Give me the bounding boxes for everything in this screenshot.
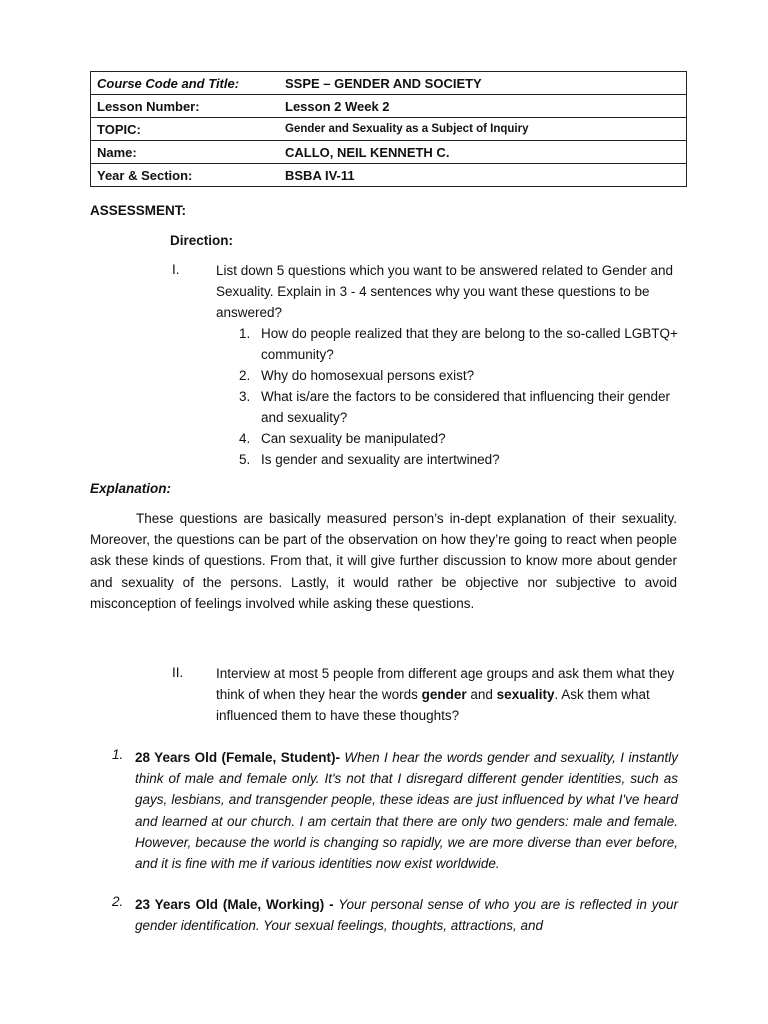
part2-text-b: . Ask them what influenced them to have these thoughts? — [216, 687, 650, 723]
respondent-label: 23 Years Old (Male, Working) - — [135, 897, 334, 912]
section-value: BSBA IV-11 — [279, 164, 687, 187]
section-row — [91, 164, 687, 187]
course-info-table — [90, 71, 687, 187]
course-value: SSPE – GENDER AND SOCIETY — [279, 72, 687, 95]
direction-heading: Direction: — [170, 233, 234, 248]
question-item — [239, 449, 679, 470]
course-label: Course Code and Title: — [91, 72, 280, 95]
name-row — [91, 141, 687, 164]
interview-response — [112, 894, 678, 936]
response-body — [135, 747, 678, 874]
part1-numeral: I. — [172, 262, 180, 277]
question-item — [239, 386, 679, 428]
response-number: 2. — [112, 894, 124, 909]
course-row — [91, 72, 687, 95]
question-text: What is/are the factors to be considered that influencing their gender and sexuality? — [261, 389, 670, 425]
question-text: Is gender and sexuality are intertwined? — [261, 452, 500, 467]
part2-text-a: Interview at most 5 people from different age groups and ask them what they think of when they hear the words — [216, 666, 675, 702]
assessment-heading: ASSESSMENT: — [90, 203, 187, 218]
question-text: Can sexuality be manipulated? — [261, 431, 446, 446]
question-number: 1. — [239, 326, 251, 341]
explanation-paragraph: These questions are basically measured person’s in-dept explanation of their sexuality. Moreover, the questions can be part of the observation on how they’re going to react when people ask these kinds of questions. From that, it will give further discussion to know more about gender and sexuality of the persons. Lastly, it would rather be objective nor subjective to avoid misconception of feelings involved while asking these questions. — [90, 511, 677, 611]
response-number: 1. — [112, 747, 124, 762]
response-text: When I hear the words gender and sexuality, I instantly think of male and female only. It's not that I disregard different gender identities, such as gays, lesbians, and transgender people, these ideas are just influenced by what I've heard and learned at our church. I am certain that there are only two genders: male and female. However, because the world is changing so rapidly, we are more diverse than ever before, and it is fine with me if various identities now exist worldwide. — [135, 750, 678, 872]
keyword-sexuality: sexuality — [496, 687, 555, 702]
part1-instructions: List down 5 questions which you want to be answered related to Gender and Sexuality. Explain in 3 - 4 sentences why you want these questions to be answered? — [216, 263, 674, 320]
question-item — [239, 365, 679, 386]
lesson-row — [91, 95, 687, 118]
question-number: 5. — [239, 452, 251, 467]
lesson-label: Lesson Number: — [91, 95, 280, 118]
name-value: CALLO, NEIL KENNETH C. — [279, 141, 687, 164]
topic-label: TOPIC: — [91, 118, 280, 141]
questions-list — [239, 323, 679, 470]
response-text: Your personal sense of who you are is reflected in your gender identification. Your sexual feelings, thoughts, attractions, and — [135, 897, 678, 934]
section-label: Year & Section: — [91, 164, 280, 187]
question-number: 3. — [239, 389, 251, 404]
part2-numeral: II. — [172, 665, 184, 680]
name-label: Name: — [91, 141, 280, 164]
response-body — [135, 894, 678, 936]
question-number: 4. — [239, 431, 251, 446]
topic-row — [91, 118, 687, 141]
topic-value: Gender and Sexuality as a Subject of Inquiry — [279, 118, 687, 141]
question-item — [239, 428, 679, 449]
keyword-gender: gender — [421, 687, 467, 702]
question-text: How do people realized that they are belong to the so-called LGBTQ+ community? — [261, 326, 678, 362]
question-item — [239, 323, 679, 365]
part2-instructions — [216, 663, 678, 726]
respondent-label: 28 Years Old (Female, Student)- — [135, 750, 340, 765]
question-number: 2. — [239, 368, 251, 383]
question-text: Why do homosexual persons exist? — [261, 368, 475, 383]
interview-response — [112, 747, 678, 874]
lesson-value: Lesson 2 Week 2 — [279, 95, 687, 118]
part2-and: and — [466, 687, 497, 702]
explanation-heading: Explanation: — [90, 481, 172, 496]
